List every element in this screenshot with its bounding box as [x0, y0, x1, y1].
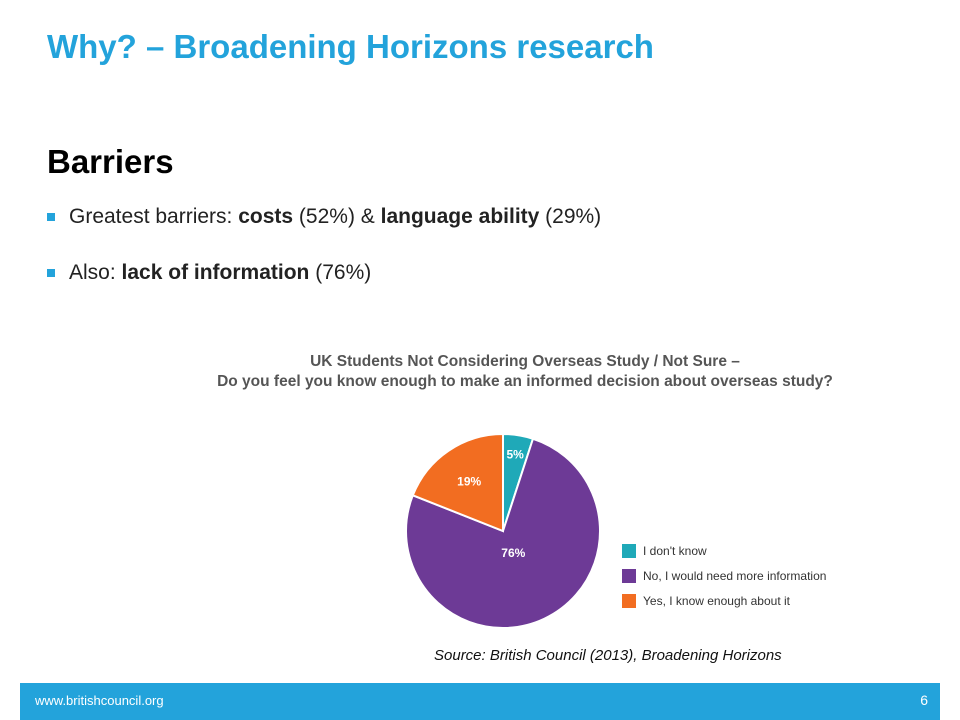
bullet-emphasis: costs [238, 205, 294, 228]
chart-legend [622, 538, 826, 613]
legend-swatch [622, 594, 636, 608]
source-citation: Source: British Council (2013), Broadening Horizons [434, 647, 782, 664]
legend-label: No, I would need more information [643, 568, 827, 583]
bullet-emphasis: language ability [380, 205, 540, 228]
bullet-text [69, 205, 601, 229]
slide-title: Why? – Broadening Horizons research [47, 28, 654, 65]
legend-swatch [622, 544, 636, 558]
page-number: 6 [920, 692, 928, 708]
pie-slice-label: 76% [501, 545, 526, 560]
bullet-segment: Also: [69, 261, 122, 284]
footer-url[interactable]: www.britishcouncil.org [35, 693, 164, 708]
pie-slice-label: 19% [457, 474, 482, 489]
footer-bar [20, 683, 940, 720]
pie-chart [400, 428, 606, 634]
bullet-item [47, 261, 601, 317]
bullet-square-icon [47, 269, 55, 277]
legend-label: I don't know [643, 543, 707, 558]
legend-item [622, 563, 826, 588]
pie-slice-label: 5% [506, 447, 524, 462]
bullet-segment: Greatest barriers: [69, 205, 239, 228]
section-heading: Barriers [47, 143, 174, 180]
bullet-list [47, 205, 601, 317]
chart-title [180, 352, 870, 392]
bullet-segment: (52%) & [293, 205, 381, 228]
legend-label: Yes, I know enough about it [643, 593, 790, 608]
chart-title-line-2: Do you feel you know enough to make an informed decision about overseas study? [217, 373, 833, 390]
bullet-segment: (76%) [309, 261, 372, 284]
bullet-text [69, 261, 371, 285]
bullet-item [47, 205, 601, 261]
legend-item [622, 538, 826, 563]
bullet-segment: (29%) [539, 205, 602, 228]
chart-title-line-1: UK Students Not Considering Overseas Study / Not Sure – [310, 353, 740, 370]
bullet-square-icon [47, 213, 55, 221]
bullet-emphasis: lack of information [121, 261, 310, 284]
legend-swatch [622, 569, 636, 583]
legend-item [622, 588, 826, 613]
